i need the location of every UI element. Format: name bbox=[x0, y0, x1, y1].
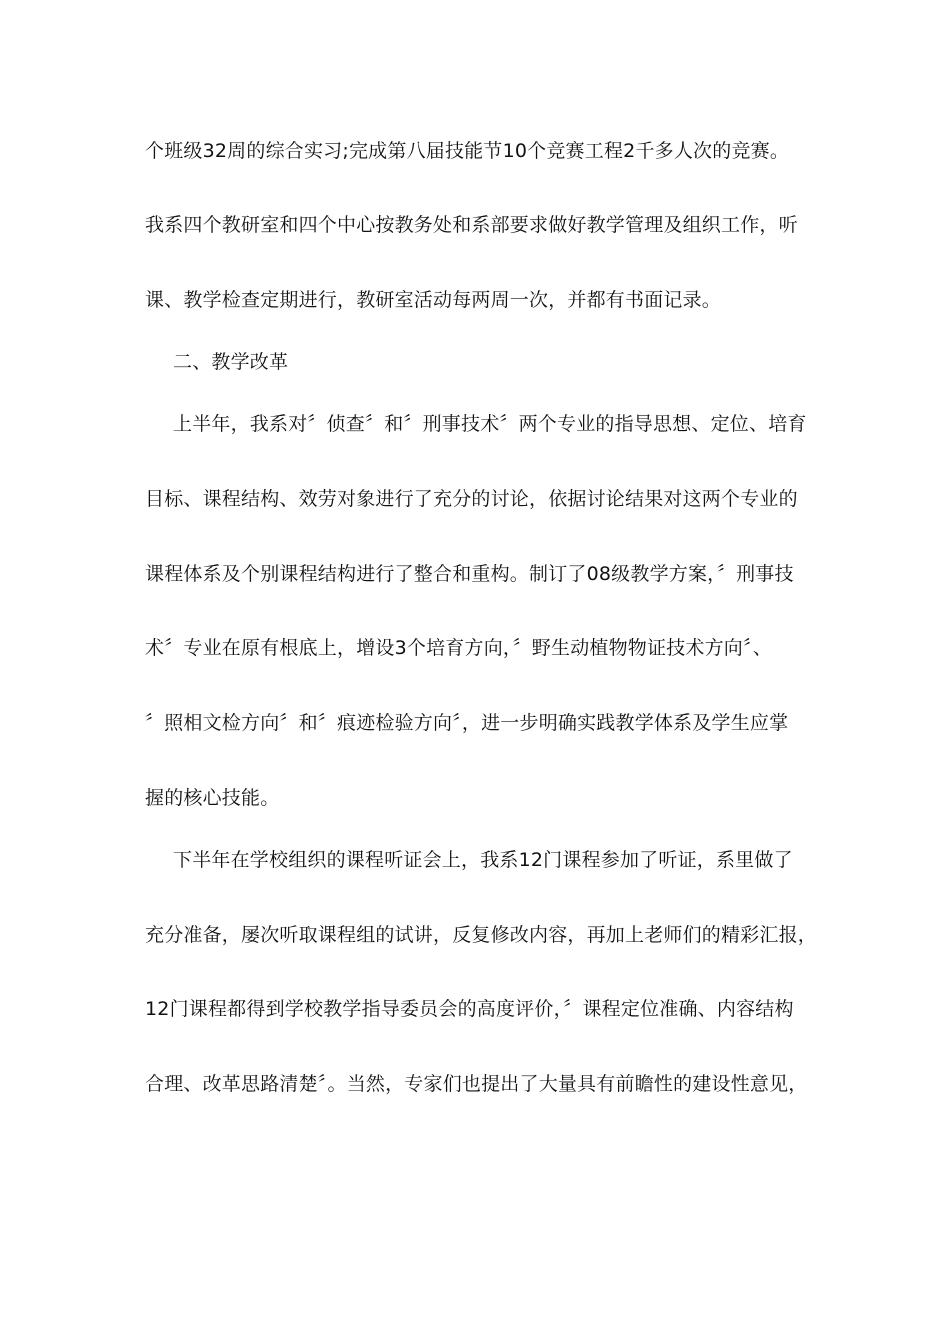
text-line: 合理、改革思路清楚〞。当然，专家们也提出了大量具有前瞻性的建设性意见， bbox=[145, 1073, 808, 1095]
text-line: 课程体系及个别课程结构进行了整合和重构。制订了08级教学方案，〞刑事技 bbox=[145, 563, 794, 585]
text-line: 握的核心技能。 bbox=[145, 787, 280, 809]
text-line: 课、教学检查定期进行，教研室活动每两周一次，并都有书面记录。 bbox=[145, 289, 722, 311]
text-line: 术〞专业在原有根底上，增设3个培育方向，〞野生动植物物证技术方向〞、 bbox=[145, 637, 772, 659]
text-line: 12门课程都得到学校教学指导委员会的高度评价，〞课程定位准确、内容结构 bbox=[145, 998, 794, 1020]
text-line: 上半年，我系对〞侦查〞和〞刑事技术〞两个专业的指导思想、定位、培育 bbox=[173, 413, 807, 435]
text-line: 目标、课程结构、效劳对象进行了充分的讨论，依据讨论结果对这两个专业的 bbox=[145, 488, 798, 510]
text-line: 我系四个教研室和四个中心按教务处和系部要求做好教学管理及组织工作，听 bbox=[145, 214, 798, 236]
section-heading: 二、教学改革 bbox=[173, 351, 289, 373]
text-line: 个班级32周的综合实习;完成第八届技能节10个竞赛工程2千多人次的竞赛。 bbox=[145, 140, 790, 162]
text-line: 〞照相文检方向〞和〞痕迹检验方向〞，进一步明确实践教学体系及学生应掌 bbox=[145, 712, 789, 734]
text-line: 下半年在学校组织的课程听证会上，我系12门课程参加了听证，系里做了 bbox=[173, 849, 793, 871]
text-line: 充分准备，屡次听取课程组的试讲，反复修改内容，再加上老师们的精彩汇报， bbox=[145, 924, 818, 946]
